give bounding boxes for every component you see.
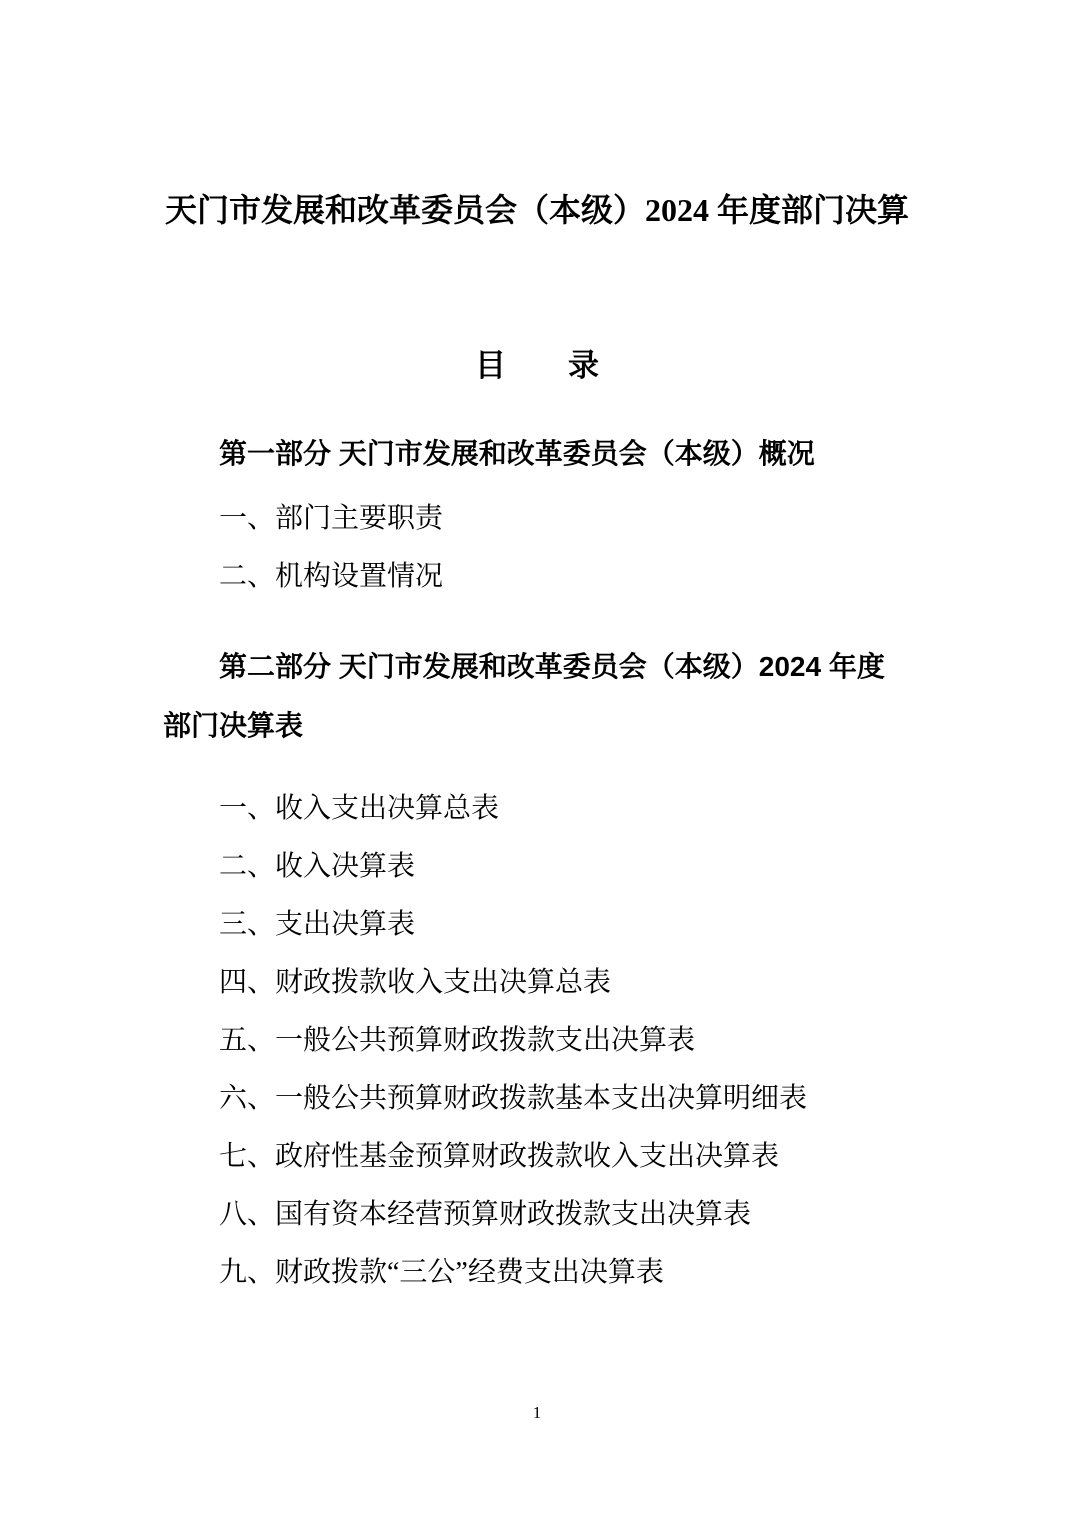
toc-item-part2-2: 二、收入决算表 bbox=[219, 851, 416, 882]
section-1-heading: 第一部分 天门市发展和改革委员会（本级）概况 bbox=[219, 438, 815, 469]
toc-item-part2-8: 八、国有资本经营预算财政拨款支出决算表 bbox=[219, 1199, 752, 1230]
toc-item-part1-2: 二、机构设置情况 bbox=[219, 561, 444, 592]
toc-item-part2-6: 六、一般公共预算财政拨款基本支出决算明细表 bbox=[219, 1083, 808, 1114]
toc-item-part2-4: 四、财政拨款收入支出决算总表 bbox=[219, 967, 612, 998]
page-number: 1 bbox=[532, 1403, 542, 1422]
toc-item-part2-5: 五、一般公共预算财政拨款支出决算表 bbox=[219, 1025, 696, 1056]
toc-item-part1-1: 一、部门主要职责 bbox=[219, 503, 444, 534]
toc-item-part2-3: 三、支出决算表 bbox=[219, 909, 416, 940]
section-2-heading: 第二部分 天门市发展和改革委员会（本级）2024 年度部门决算表 bbox=[163, 651, 885, 741]
document-title: 天门市发展和改革委员会（本级）2024 年度部门决算 bbox=[164, 192, 909, 228]
toc-item-part2-1: 一、收入支出决算总表 bbox=[219, 793, 500, 824]
toc-heading: 目 录 bbox=[475, 348, 599, 383]
toc-item-part2-7: 七、政府性基金预算财政拨款收入支出决算表 bbox=[219, 1141, 780, 1172]
toc-item-part2-9: 九、财政拨款“三公”经费支出决算表 bbox=[219, 1257, 664, 1288]
